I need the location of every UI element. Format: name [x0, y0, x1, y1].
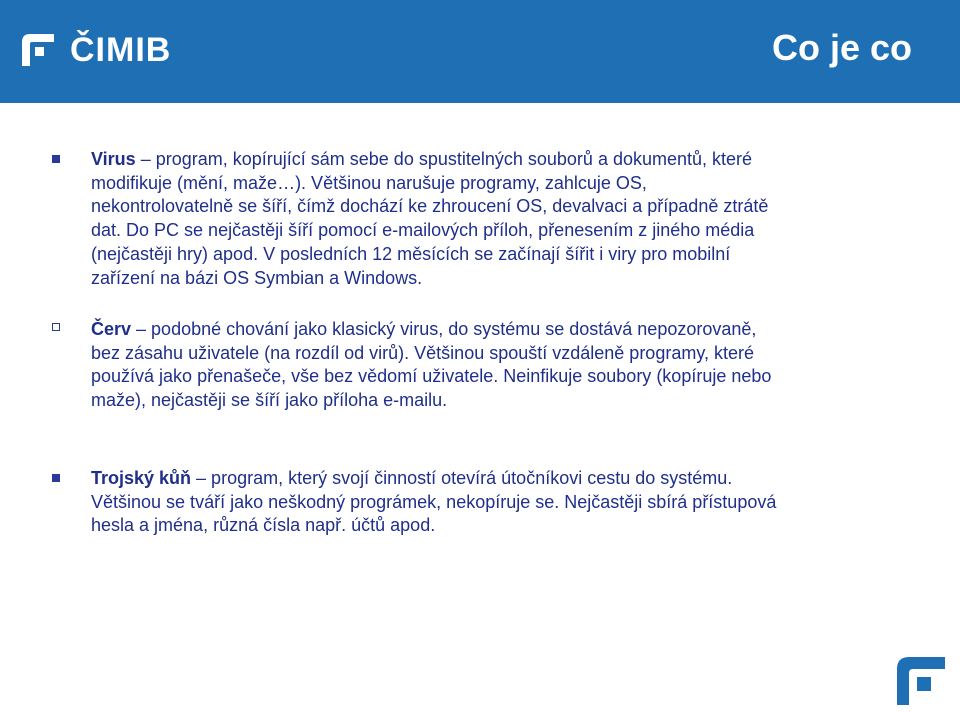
corner-logo-icon	[895, 655, 951, 707]
text-trojan: – program, který svojí činností otevírá útočníkovi cestu do systému. Většinou se tváří jako neškodný prográmek, nekopíruje se. Nejčastěji sbírá přístupová hesla a jména, různá čísla např. účtů apod.	[91, 468, 777, 536]
text-cerv: – podobné chování jako klasický virus, do systému se dostává nepozorovaně, bez zásahu uživatele (na rozdíl od virů). Většinou spouští vzdáleně programy, které používá jako přenašeče, vše bez vědomí uživatele. Neinfikuje soubory (kopíruje nebo maže), nejčastěji se šíří jako příloha e-mailu.	[91, 319, 772, 411]
list-item-virus	[91, 148, 781, 290]
term-trojan: Trojský kůň	[91, 468, 192, 488]
text-virus: – program, kopírující sám sebe do spustitelných souborů a dokumentů, které modifikuje (mění, maže…). Většinou narušuje programy, zahlcuje OS, nekontrolovatelně se šíří, čímž dochází ke zhroucení OS, devalvaci a případně ztrátě dat. Do PC se nejčastěji šíří pomocí e-mailových příloh, přenesením z jiného média (nejčastěji hry) apod. V posledních 12 měsících se začínají šířit i viry pro mobilní zařízení na bázi OS Symbian a Windows.	[91, 149, 769, 288]
corner-logo	[895, 655, 951, 712]
header-bar	[0, 0, 960, 103]
cimib-logo-icon	[18, 30, 58, 70]
term-cerv: Červ	[91, 319, 132, 339]
slide-title: Co je co	[771, 27, 912, 68]
bullet-icon	[52, 323, 60, 331]
logo-text: ČIMIB	[70, 31, 172, 69]
term-virus: Virus	[91, 149, 136, 169]
logo	[18, 26, 171, 74]
list-item-trojan	[91, 467, 781, 538]
bullet-icon	[52, 155, 60, 163]
bullet-icon	[52, 474, 60, 482]
list-item-cerv	[91, 318, 781, 413]
